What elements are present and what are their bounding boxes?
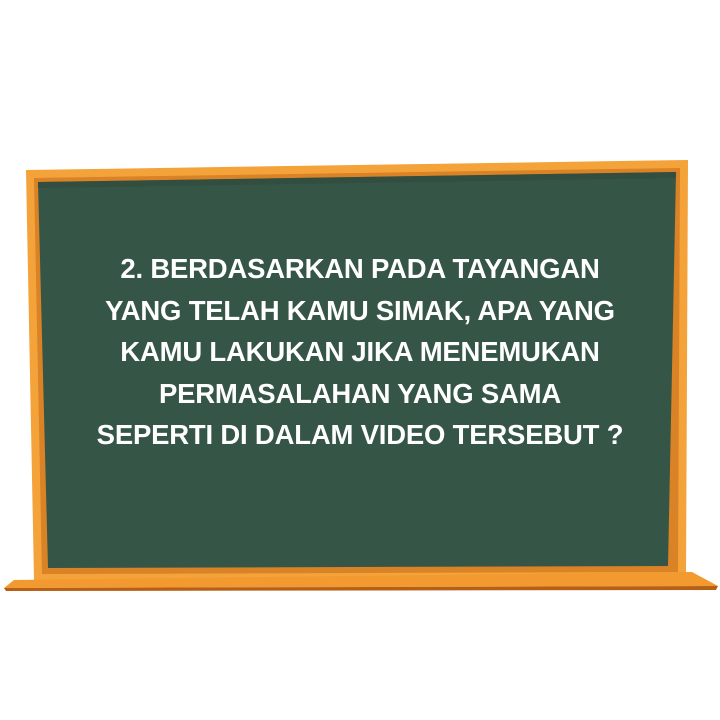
question-line: YANG TELAH KAMU SIMAK, APA YANG xyxy=(105,294,615,326)
question-line: KAMU LAKUKAN JIKA MENEMUKAN xyxy=(120,336,600,367)
question-text xyxy=(60,248,660,478)
question-line: PERMASALAHAN YANG SAMA xyxy=(158,377,562,409)
question-line: 2. BERDASARKAN PADA TAYANGAN xyxy=(120,253,600,284)
question-line: SEPERTI DI DALAM VIDEO TERSEBUT ? xyxy=(96,419,624,450)
